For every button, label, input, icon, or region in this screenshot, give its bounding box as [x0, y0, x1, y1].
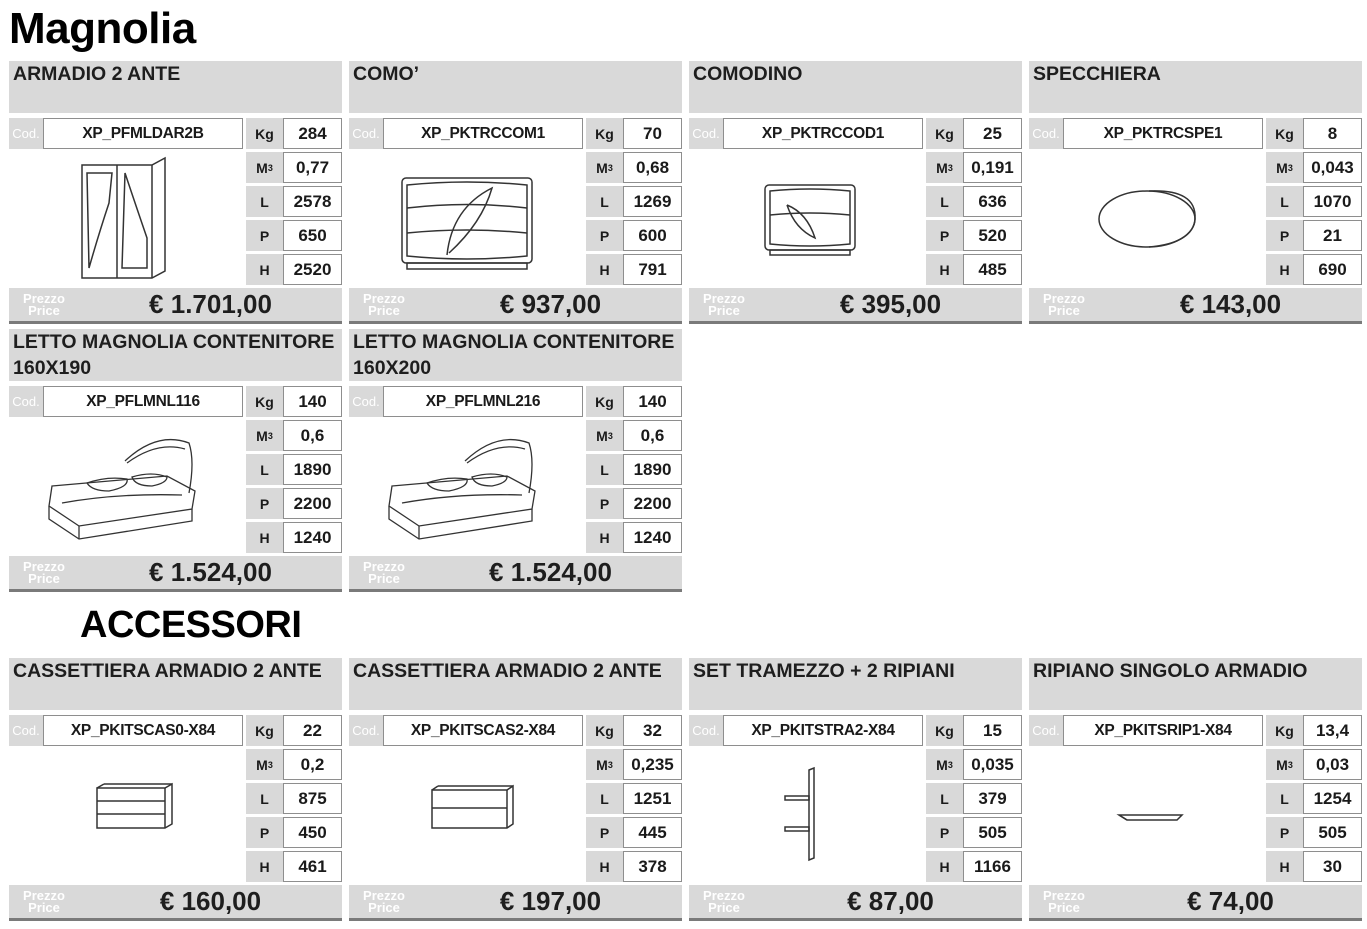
- p-label: P: [246, 488, 283, 519]
- p-value: 650: [283, 220, 342, 251]
- kg-label: Kg: [926, 715, 963, 746]
- product-code: XP_PKTRCCOM1: [383, 118, 583, 149]
- m3-label: M 3: [926, 152, 963, 183]
- price-label: Prezzo Price: [689, 885, 759, 918]
- price-value: € 395,00: [759, 288, 1022, 321]
- product-name: CASSETTIERA ARMADIO 2 ANTE: [349, 658, 682, 710]
- cod-label: Cod.: [689, 715, 723, 746]
- price-value: € 1.701,00: [79, 288, 342, 321]
- divider: [9, 321, 342, 324]
- h-label: H: [246, 254, 283, 285]
- product-code: XP_PFLMNL116: [43, 386, 243, 417]
- price-label: Prezzo Price: [349, 288, 419, 321]
- dresser-icon: [357, 153, 577, 283]
- m3-value: 0,2: [283, 749, 342, 780]
- m3-value: 0,6: [623, 420, 682, 451]
- p-value: 2200: [623, 488, 682, 519]
- wardrobe-icon: [17, 153, 237, 283]
- kg-label: Kg: [586, 386, 623, 417]
- m3-value: 0,043: [1303, 152, 1362, 183]
- m3-label: M 3: [586, 749, 623, 780]
- accessory-card: [689, 658, 1022, 922]
- price-label: Prezzo Price: [9, 885, 79, 918]
- p-value: 600: [623, 220, 682, 251]
- divider: [1029, 918, 1362, 921]
- p-label: P: [586, 488, 623, 519]
- kg-label: Kg: [1266, 118, 1303, 149]
- divider: [349, 589, 682, 592]
- product-card: [349, 61, 682, 325]
- kg-label: Kg: [246, 386, 283, 417]
- h-label: H: [1266, 254, 1303, 285]
- kg-label: Kg: [1266, 715, 1303, 746]
- price-label: Prezzo Price: [9, 556, 79, 589]
- kg-value: 25: [963, 118, 1022, 149]
- h-label: H: [586, 254, 623, 285]
- kg-label: Kg: [246, 118, 283, 149]
- divider: [349, 918, 682, 921]
- product-code: XP_PKITSRIP1-X84: [1063, 715, 1263, 746]
- accessory-card: [9, 658, 342, 922]
- p-label: P: [586, 817, 623, 848]
- product-name: COMODINO: [689, 61, 1022, 113]
- h-value: 461: [283, 851, 342, 882]
- l-label: L: [586, 454, 623, 485]
- single-shelf-icon: [1037, 750, 1257, 880]
- l-label: L: [246, 783, 283, 814]
- product-code: XP_PFMLDAR2B: [43, 118, 243, 149]
- divider: [9, 918, 342, 921]
- l-label: L: [246, 454, 283, 485]
- product-name: LETTO MAGNOLIA CONTENITORE 160X200: [349, 329, 682, 381]
- price-label: Prezzo Price: [1029, 288, 1099, 321]
- price-label: Prezzo Price: [689, 288, 759, 321]
- divider: [689, 321, 1022, 324]
- p-label: P: [246, 817, 283, 848]
- divider: [1029, 321, 1362, 324]
- m3-value: 0,77: [283, 152, 342, 183]
- m3-value: 0,191: [963, 152, 1022, 183]
- m3-label: M 3: [926, 749, 963, 780]
- product-card: [9, 329, 342, 593]
- accessory-card: [1029, 658, 1362, 922]
- l-label: L: [926, 783, 963, 814]
- price-value: € 937,00: [419, 288, 682, 321]
- product-name: COMO’: [349, 61, 682, 113]
- bed-icon: [357, 421, 577, 551]
- l-label: L: [1266, 783, 1303, 814]
- h-value: 485: [963, 254, 1022, 285]
- m3-label: M 3: [1266, 152, 1303, 183]
- p-value: 445: [623, 817, 682, 848]
- m3-label: M 3: [586, 420, 623, 451]
- h-label: H: [926, 851, 963, 882]
- cod-label: Cod.: [9, 715, 43, 746]
- product-card: [689, 61, 1022, 325]
- l-value: 379: [963, 783, 1022, 814]
- m3-label: M 3: [1266, 749, 1303, 780]
- h-value: 1240: [623, 522, 682, 553]
- h-value: 1166: [963, 851, 1022, 882]
- kg-value: 13,4: [1303, 715, 1362, 746]
- price-value: € 143,00: [1099, 288, 1362, 321]
- l-value: 2578: [283, 186, 342, 217]
- product-code: XP_PFLMNL216: [383, 386, 583, 417]
- h-label: H: [586, 851, 623, 882]
- kg-value: 15: [963, 715, 1022, 746]
- kg-value: 22: [283, 715, 342, 746]
- p-label: P: [926, 817, 963, 848]
- h-label: H: [246, 522, 283, 553]
- drawer-unit-2-icon: [357, 750, 577, 880]
- kg-label: Kg: [586, 118, 623, 149]
- price-value: € 87,00: [759, 885, 1022, 918]
- price-value: € 197,00: [419, 885, 682, 918]
- divider: [689, 918, 1022, 921]
- l-value: 1890: [283, 454, 342, 485]
- product-card: [9, 61, 342, 325]
- m3-value: 0,235: [623, 749, 682, 780]
- p-value: 2200: [283, 488, 342, 519]
- price-value: € 1.524,00: [419, 556, 682, 589]
- h-value: 1240: [283, 522, 342, 553]
- page-title: Magnolia: [9, 4, 196, 53]
- kg-value: 284: [283, 118, 342, 149]
- kg-value: 140: [283, 386, 342, 417]
- kg-label: Kg: [246, 715, 283, 746]
- price-value: € 160,00: [79, 885, 342, 918]
- p-label: P: [246, 220, 283, 251]
- accessory-card: [349, 658, 682, 922]
- l-label: L: [246, 186, 283, 217]
- cod-label: Cod.: [9, 118, 43, 149]
- h-value: 30: [1303, 851, 1362, 882]
- cod-label: Cod.: [1029, 715, 1063, 746]
- l-label: L: [926, 186, 963, 217]
- product-name: SET TRAMEZZO + 2 RIPIANI: [689, 658, 1022, 710]
- l-value: 875: [283, 783, 342, 814]
- product-name: LETTO MAGNOLIA CONTENITORE 160X190: [9, 329, 342, 381]
- l-value: 1254: [1303, 783, 1362, 814]
- price-label: Prezzo Price: [349, 556, 419, 589]
- product-code: XP_PKITSCAS2-X84: [383, 715, 583, 746]
- h-value: 378: [623, 851, 682, 882]
- kg-value: 32: [623, 715, 682, 746]
- p-label: P: [1266, 817, 1303, 848]
- h-value: 690: [1303, 254, 1362, 285]
- product-name: SPECCHIERA: [1029, 61, 1362, 113]
- p-label: P: [1266, 220, 1303, 251]
- product-card: [1029, 61, 1362, 325]
- p-label: P: [926, 220, 963, 251]
- cod-label: Cod.: [349, 715, 383, 746]
- l-label: L: [586, 783, 623, 814]
- divider: [349, 321, 682, 324]
- price-label: Prezzo Price: [9, 288, 79, 321]
- m3-value: 0,68: [623, 152, 682, 183]
- h-label: H: [1266, 851, 1303, 882]
- l-value: 1251: [623, 783, 682, 814]
- price-label: Prezzo Price: [349, 885, 419, 918]
- l-value: 1070: [1303, 186, 1362, 217]
- l-label: L: [586, 186, 623, 217]
- p-value: 450: [283, 817, 342, 848]
- h-label: H: [926, 254, 963, 285]
- partition-shelves-icon: [697, 750, 917, 880]
- cod-label: Cod.: [1029, 118, 1063, 149]
- kg-value: 8: [1303, 118, 1362, 149]
- m3-label: M 3: [246, 749, 283, 780]
- h-label: H: [586, 522, 623, 553]
- p-value: 505: [963, 817, 1022, 848]
- price-value: € 1.524,00: [79, 556, 342, 589]
- kg-label: Kg: [926, 118, 963, 149]
- kg-value: 140: [623, 386, 682, 417]
- kg-label: Kg: [586, 715, 623, 746]
- drawer-unit-icon: [17, 750, 237, 880]
- cod-label: Cod.: [9, 386, 43, 417]
- p-value: 505: [1303, 817, 1362, 848]
- product-code: XP_PKTRCCOD1: [723, 118, 923, 149]
- bed-icon: [17, 421, 237, 551]
- l-value: 636: [963, 186, 1022, 217]
- cod-label: Cod.: [349, 386, 383, 417]
- product-name: ARMADIO 2 ANTE: [9, 61, 342, 113]
- h-value: 791: [623, 254, 682, 285]
- m3-value: 0,03: [1303, 749, 1362, 780]
- product-code: XP_PKITSTRA2-X84: [723, 715, 923, 746]
- m3-label: M 3: [246, 152, 283, 183]
- product-name: RIPIANO SINGOLO ARMADIO: [1029, 658, 1362, 710]
- accessories-title: ACCESSORI: [80, 604, 302, 646]
- product-code: XP_PKITSCAS0-X84: [43, 715, 243, 746]
- price-value: € 74,00: [1099, 885, 1362, 918]
- product-card: [349, 329, 682, 593]
- l-value: 1890: [623, 454, 682, 485]
- p-label: P: [586, 220, 623, 251]
- m3-value: 0,035: [963, 749, 1022, 780]
- p-value: 21: [1303, 220, 1362, 251]
- h-value: 2520: [283, 254, 342, 285]
- m3-label: M 3: [586, 152, 623, 183]
- l-value: 1269: [623, 186, 682, 217]
- mirror-icon: [1037, 153, 1257, 283]
- product-code: XP_PKTRCSPE1: [1063, 118, 1263, 149]
- cod-label: Cod.: [689, 118, 723, 149]
- product-name: CASSETTIERA ARMADIO 2 ANTE: [9, 658, 342, 710]
- h-label: H: [246, 851, 283, 882]
- kg-value: 70: [623, 118, 682, 149]
- price-label: Prezzo Price: [1029, 885, 1099, 918]
- m3-value: 0,6: [283, 420, 342, 451]
- p-value: 520: [963, 220, 1022, 251]
- m3-label: M 3: [246, 420, 283, 451]
- cod-label: Cod.: [349, 118, 383, 149]
- divider: [9, 589, 342, 592]
- l-label: L: [1266, 186, 1303, 217]
- nightstand-icon: [697, 153, 917, 283]
